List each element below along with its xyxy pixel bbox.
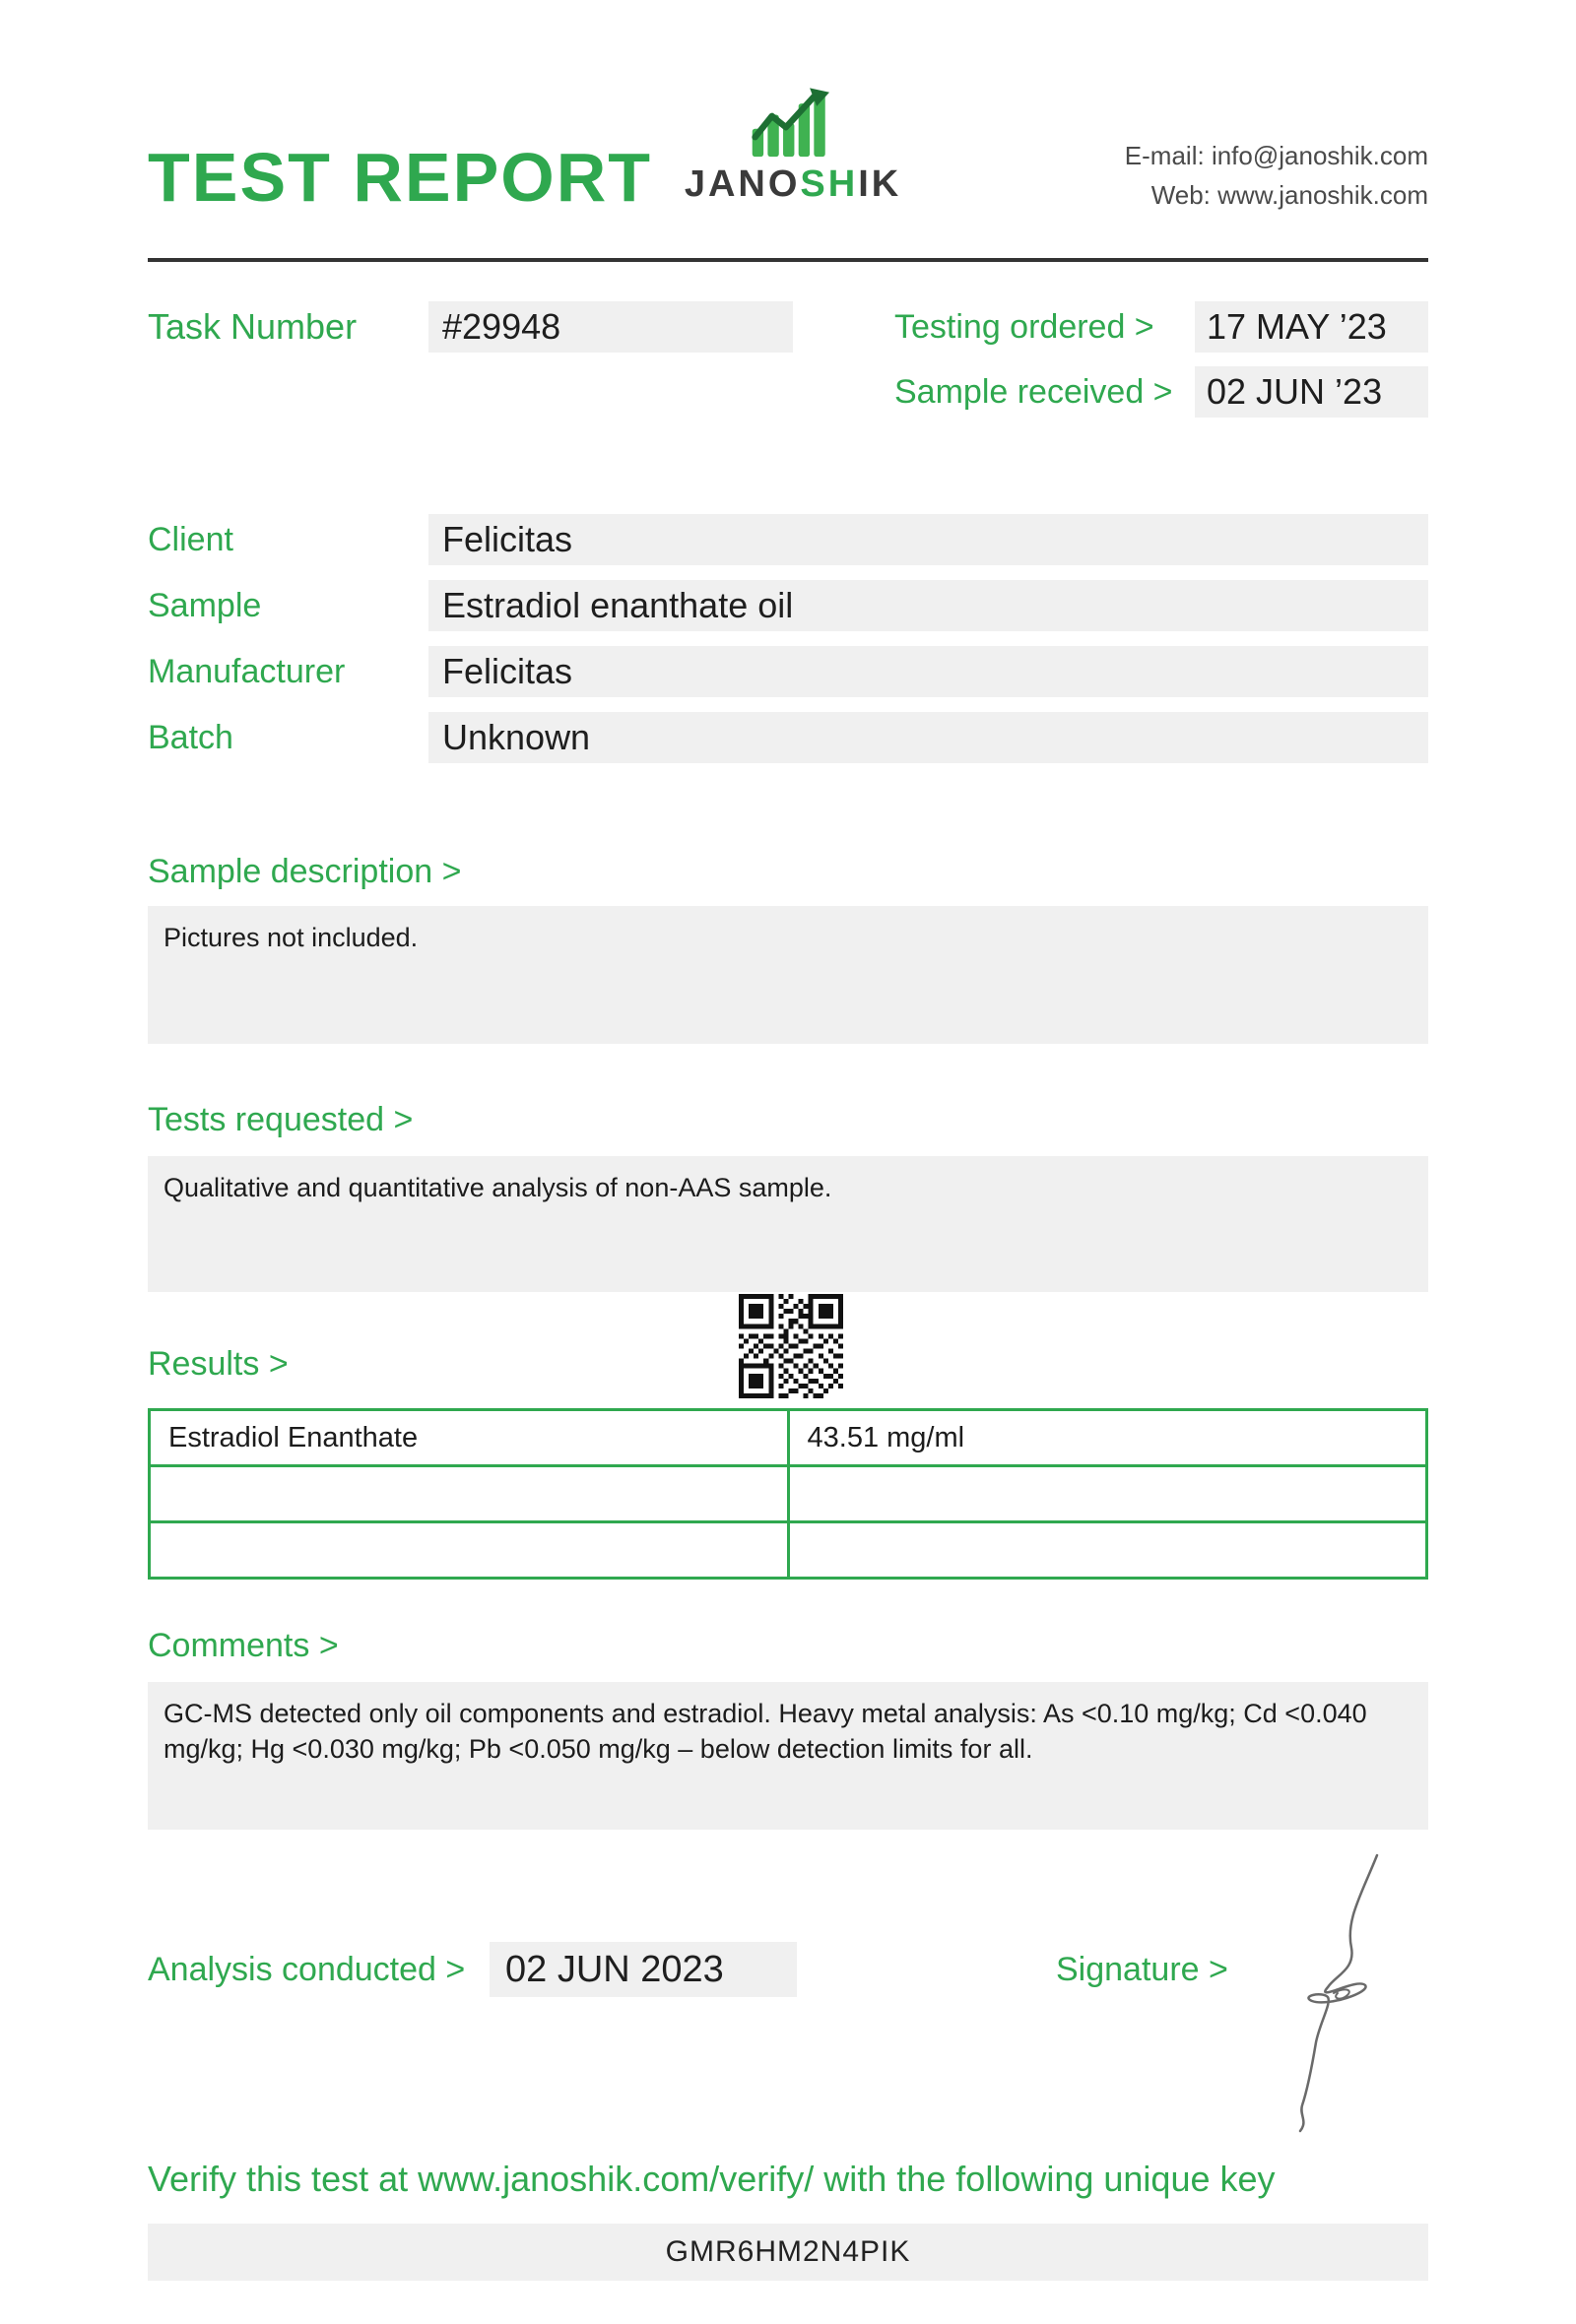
verify-key: GMR6HM2N4PIK — [148, 2224, 1428, 2281]
results-table — [148, 1408, 1428, 1580]
logo — [680, 87, 906, 206]
results-heading: Results > — [148, 1345, 289, 1383]
analysis-conducted-value: 02 JUN 2023 — [490, 1942, 797, 1997]
qr-code — [739, 1294, 843, 1398]
info-row-manufacturer — [148, 646, 1428, 697]
batch-label: Batch — [148, 719, 233, 756]
email-line — [1125, 136, 1428, 175]
email-value: info@janoshik.com — [1211, 141, 1428, 170]
manufacturer-label: Manufacturer — [148, 653, 346, 690]
analysis-conducted-label: Analysis conducted > — [148, 1951, 466, 1988]
page-title: TEST REPORT — [148, 139, 653, 216]
results-row-2 — [150, 1466, 1427, 1522]
logo-text-jano: JANO — [684, 163, 801, 205]
task-number-value: #29948 — [428, 301, 793, 353]
signature-handwriting — [1263, 1847, 1420, 2138]
sample-description-box: Pictures not included. — [148, 906, 1428, 1044]
batch-value: Unknown — [428, 712, 1428, 763]
logo-text-sh: SH — [800, 163, 859, 205]
result-value-empty — [788, 1466, 1427, 1522]
contact-info — [1125, 136, 1428, 215]
logo-text-ik: IK — [858, 163, 902, 205]
tests-requested-heading: Tests requested > — [148, 1101, 414, 1138]
result-substance-empty — [150, 1522, 789, 1579]
result-value-empty — [788, 1522, 1427, 1579]
sample-label: Sample — [148, 587, 262, 624]
client-value: Felicitas — [428, 514, 1428, 565]
sample-received-value: 02 JUN ’23 — [1195, 366, 1428, 418]
web-line — [1125, 175, 1428, 215]
analysis-row — [148, 1942, 1428, 1997]
verify-instruction: Verify this test at www.janoshik.com/verify/ with the following unique key — [148, 2159, 1276, 2199]
task-number-label: Task Number — [148, 306, 358, 347]
sample-received-label: Sample received > — [894, 373, 1173, 411]
bar-chart-logo-icon — [680, 87, 906, 160]
task-row — [148, 301, 1428, 353]
client-label: Client — [148, 521, 233, 558]
sample-description-heading: Sample description > — [148, 853, 462, 890]
manufacturer-value: Felicitas — [428, 646, 1428, 697]
web-value: www.janoshik.com — [1217, 180, 1428, 210]
result-substance: Estradiol Enanthate — [150, 1410, 789, 1466]
header-divider — [148, 258, 1428, 262]
web-label: Web: — [1150, 180, 1211, 210]
testing-ordered-label: Testing ordered > — [894, 308, 1154, 346]
logo-wordmark — [680, 163, 906, 206]
info-row-batch — [148, 712, 1428, 763]
results-row-3 — [150, 1522, 1427, 1579]
info-row-sample — [148, 580, 1428, 631]
sample-value: Estradiol enanthate oil — [428, 580, 1428, 631]
comments-box: GC-MS detected only oil components and estradiol. Heavy metal analysis: As <0.10 mg/kg; Cd <0.040 mg/kg; Hg <0.030 mg/kg; Pb <0.050 mg/kg – below detection limits for all. — [148, 1682, 1428, 1830]
sample-received-row — [148, 366, 1428, 418]
testing-ordered-value: 17 MAY ’23 — [1195, 301, 1428, 353]
info-row-client — [148, 514, 1428, 565]
signature-label: Signature > — [1056, 1951, 1228, 1988]
results-row-1 — [150, 1410, 1427, 1466]
result-substance-empty — [150, 1466, 789, 1522]
comments-heading: Comments > — [148, 1627, 339, 1664]
email-label: E-mail: — [1124, 141, 1205, 170]
tests-requested-box: Qualitative and quantitative analysis of non-AAS sample. — [148, 1156, 1428, 1292]
result-value: 43.51 mg/ml — [788, 1410, 1427, 1466]
